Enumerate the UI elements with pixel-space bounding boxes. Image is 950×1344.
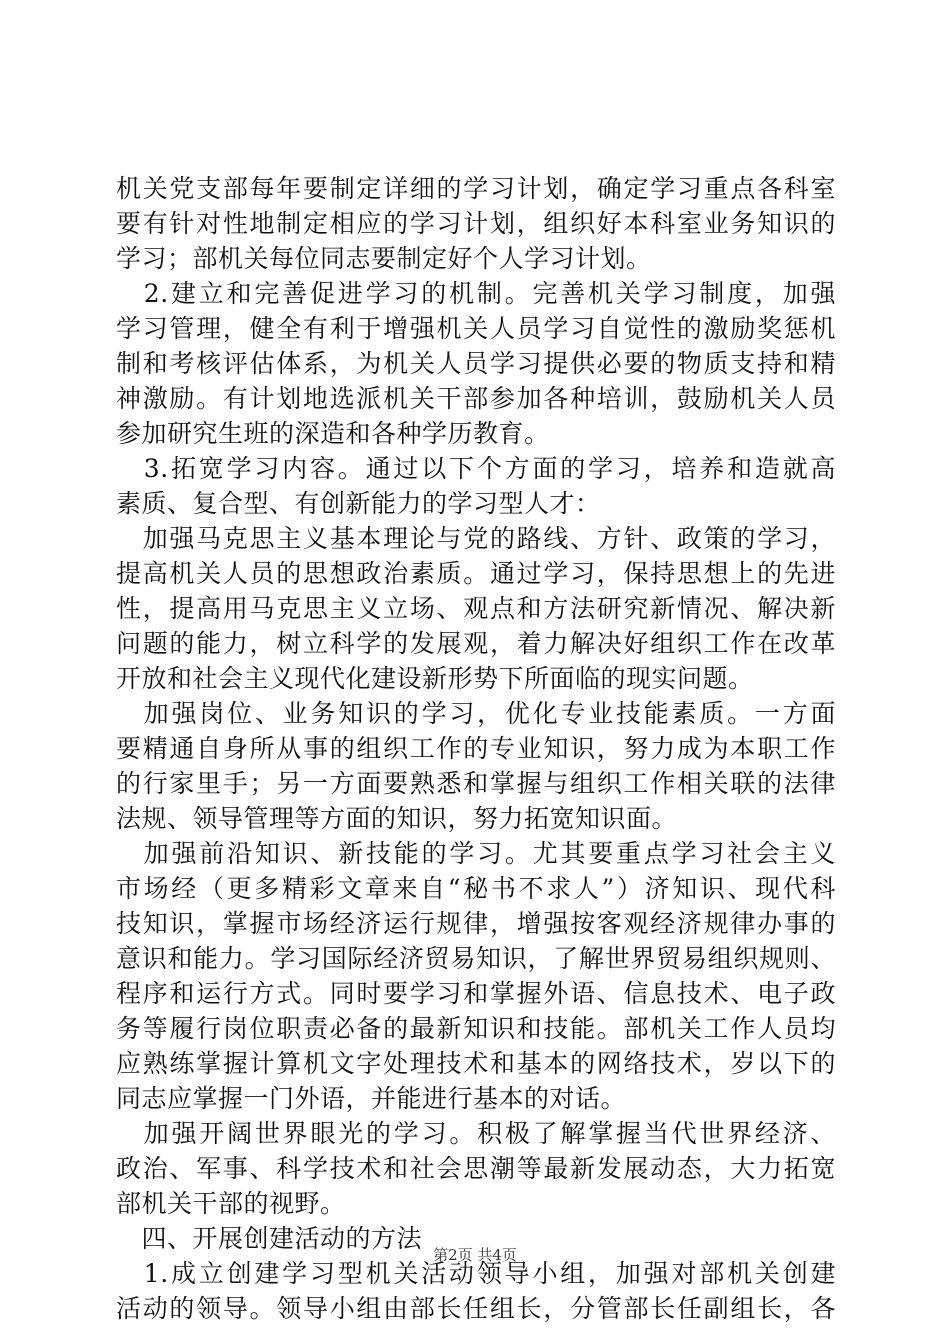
text-line: 市场经（更多精彩文章来自“秘书不求人”）济知识、现代科 <box>116 874 836 903</box>
text-line: 应熟练掌握计算机文字处理技术和基本的网络技术，岁以下的 <box>116 1049 836 1078</box>
document-body <box>116 171 836 1326</box>
text-line: 程序和运行方式。同时要学习和掌握外语、信息技术、电子政 <box>116 979 836 1008</box>
text-line: 3.拓宽学习内容。通过以下个方面的学习，培养和造就高 <box>116 454 836 483</box>
text-line: 同志应掌握一门外语，并能进行基本的对话。 <box>116 1084 627 1113</box>
text-line: 学习；部机关每位同志要制定好个人学习计划。 <box>116 244 652 273</box>
text-line: 要有针对性地制定相应的学习计划，组织好本科室业务知识的 <box>116 209 836 238</box>
text-line: 开放和社会主义现代化建设新形势下所面临的现实问题。 <box>116 664 754 693</box>
text-line: 加强岗位、业务知识的学习，优化专业技能素质。一方面 <box>116 699 836 728</box>
text-line: 问题的能力，树立科学的发展观，着力解决好组织工作在改革 <box>116 629 836 658</box>
text-line: 1.成立创建学习型机关活动领导小组，加强对部机关创建 <box>116 1259 836 1288</box>
text-line: 要精通自身所从事的组织工作的专业知识，努力成为本职工作 <box>116 734 836 763</box>
text-line: 法规、领导管理等方面的知识，努力拓宽知识面。 <box>116 804 678 833</box>
text-line: 性，提高用马克思主义立场、观点和方法研究新情况、解决新 <box>116 594 836 623</box>
text-line: 神激励。有计划地选派机关干部参加各种培训，鼓励机关人员 <box>116 384 836 413</box>
text-line: 加强开阔世界眼光的学习。积极了解掌握当代世界经济、 <box>116 1119 836 1148</box>
text-line: 加强马克思主义基本理论与党的路线、方针、政策的学习， <box>116 524 836 553</box>
text-line: 提高机关人员的思想政治素质。通过学习，保持思想上的先进 <box>116 559 836 588</box>
text-line: 意识和能力。学习国际经济贸易知识，了解世界贸易组织规则、 <box>116 944 836 973</box>
text-line: 2.建立和完善促进学习的机制。完善机关学习制度，加强 <box>116 279 836 308</box>
text-line: 部机关干部的视野。 <box>116 1189 346 1218</box>
text-line: 活动的领导。领导小组由部长任组长，分管部长任副组长，各 <box>116 1294 836 1323</box>
section-heading: 四、开展创建活动的方法 <box>116 1224 423 1253</box>
text-line: 素质、复合型、有创新能力的学习型人才： <box>116 489 601 518</box>
text-line: 加强前沿知识、新技能的学习。尤其要重点学习社会主义 <box>116 839 836 868</box>
text-line: 务等履行岗位职责必备的最新知识和技能。部机关工作人员均 <box>116 1014 836 1043</box>
text-line: 技知识，掌握市场经济运行规律，增强按客观经济规律办事的 <box>116 909 836 938</box>
text-line: 机关党支部每年要制定详细的学习计划，确定学习重点各科室 <box>116 174 836 203</box>
text-line: 制和考核评估体系，为机关人员学习提供必要的物质支持和精 <box>116 349 836 378</box>
text-line: 学习管理，健全有利于增强机关人员学习自觉性的激励奖惩机 <box>116 314 836 343</box>
page-footer: 第2页 共4页 <box>433 1246 517 1264</box>
text-line: 政治、军事、科学技术和社会思潮等最新发展动态，大力拓宽 <box>116 1154 836 1183</box>
text-line: 参加研究生班的深造和各种学历教育。 <box>116 419 550 448</box>
text-line: 的行家里手；另一方面要熟悉和掌握与组织工作相关联的法律 <box>116 769 836 798</box>
